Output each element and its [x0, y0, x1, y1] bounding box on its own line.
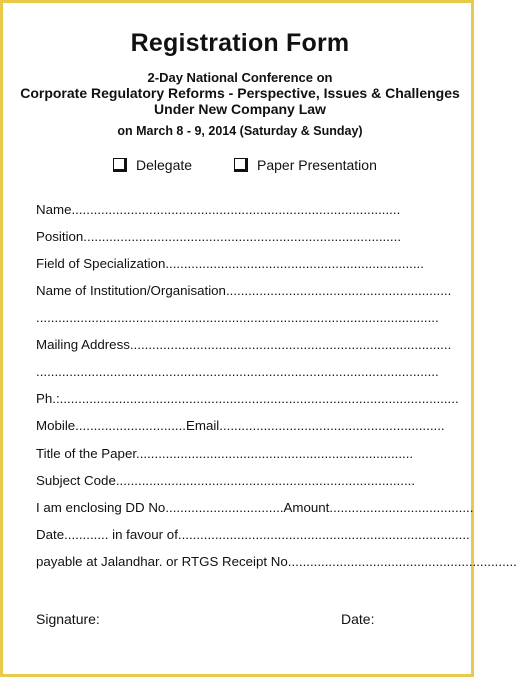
conference-date: on March 8 - 9, 2014 (Saturday & Sunday): [117, 124, 363, 138]
participation-options: [3, 157, 477, 177]
conference-subtopic: Under New Company Law: [154, 101, 326, 117]
paper-presentation-option[interactable]: [234, 157, 377, 173]
paper-presentation-checkbox[interactable]: [234, 158, 248, 172]
signature-label: Signature:: [36, 611, 100, 627]
date-favour-field[interactable]: Date............ in favour of...............................................................................: [36, 527, 470, 542]
institution-field[interactable]: Name of Institution/Organisation.............................................................: [36, 283, 452, 298]
phone-field[interactable]: Ph.:............................................................................................................: [36, 391, 459, 406]
paper-presentation-label: Paper Presentation: [257, 157, 377, 173]
dd-amount-field[interactable]: I am enclosing DD No................................Amount.......................................: [36, 500, 474, 515]
paper-title-field[interactable]: Title of the Paper...........................................................................: [36, 446, 414, 461]
institution-continuation-field[interactable]: .............................................................................................................: [36, 310, 439, 325]
date-label: Date:: [341, 611, 375, 627]
delegate-checkbox[interactable]: [113, 158, 127, 172]
conference-heading: 2-Day National Conference on: [147, 70, 333, 85]
payable-receipt-field[interactable]: payable at Jalandhar. or RTGS Receipt No..............................................................: [36, 554, 517, 569]
mobile-email-field[interactable]: Mobile..............................Email.............................................................: [36, 418, 445, 433]
delegate-label: Delegate: [136, 157, 193, 173]
position-field[interactable]: Position......................................................................................: [36, 229, 402, 244]
subject-code-field[interactable]: Subject Code.................................................................................: [36, 473, 416, 488]
address-continuation-field[interactable]: .............................................................................................................: [36, 364, 439, 379]
delegate-option[interactable]: [113, 157, 192, 173]
name-field[interactable]: Name.........................................................................................: [36, 202, 401, 217]
form-title: Registration Form: [130, 29, 350, 57]
specialization-field[interactable]: Field of Specialization......................................................................: [36, 256, 424, 271]
mailing-address-field[interactable]: Mailing Address.......................................................................................: [36, 337, 452, 352]
conference-topic: Corporate Regulatory Reforms - Perspective, Issues & Challenges: [20, 85, 460, 101]
